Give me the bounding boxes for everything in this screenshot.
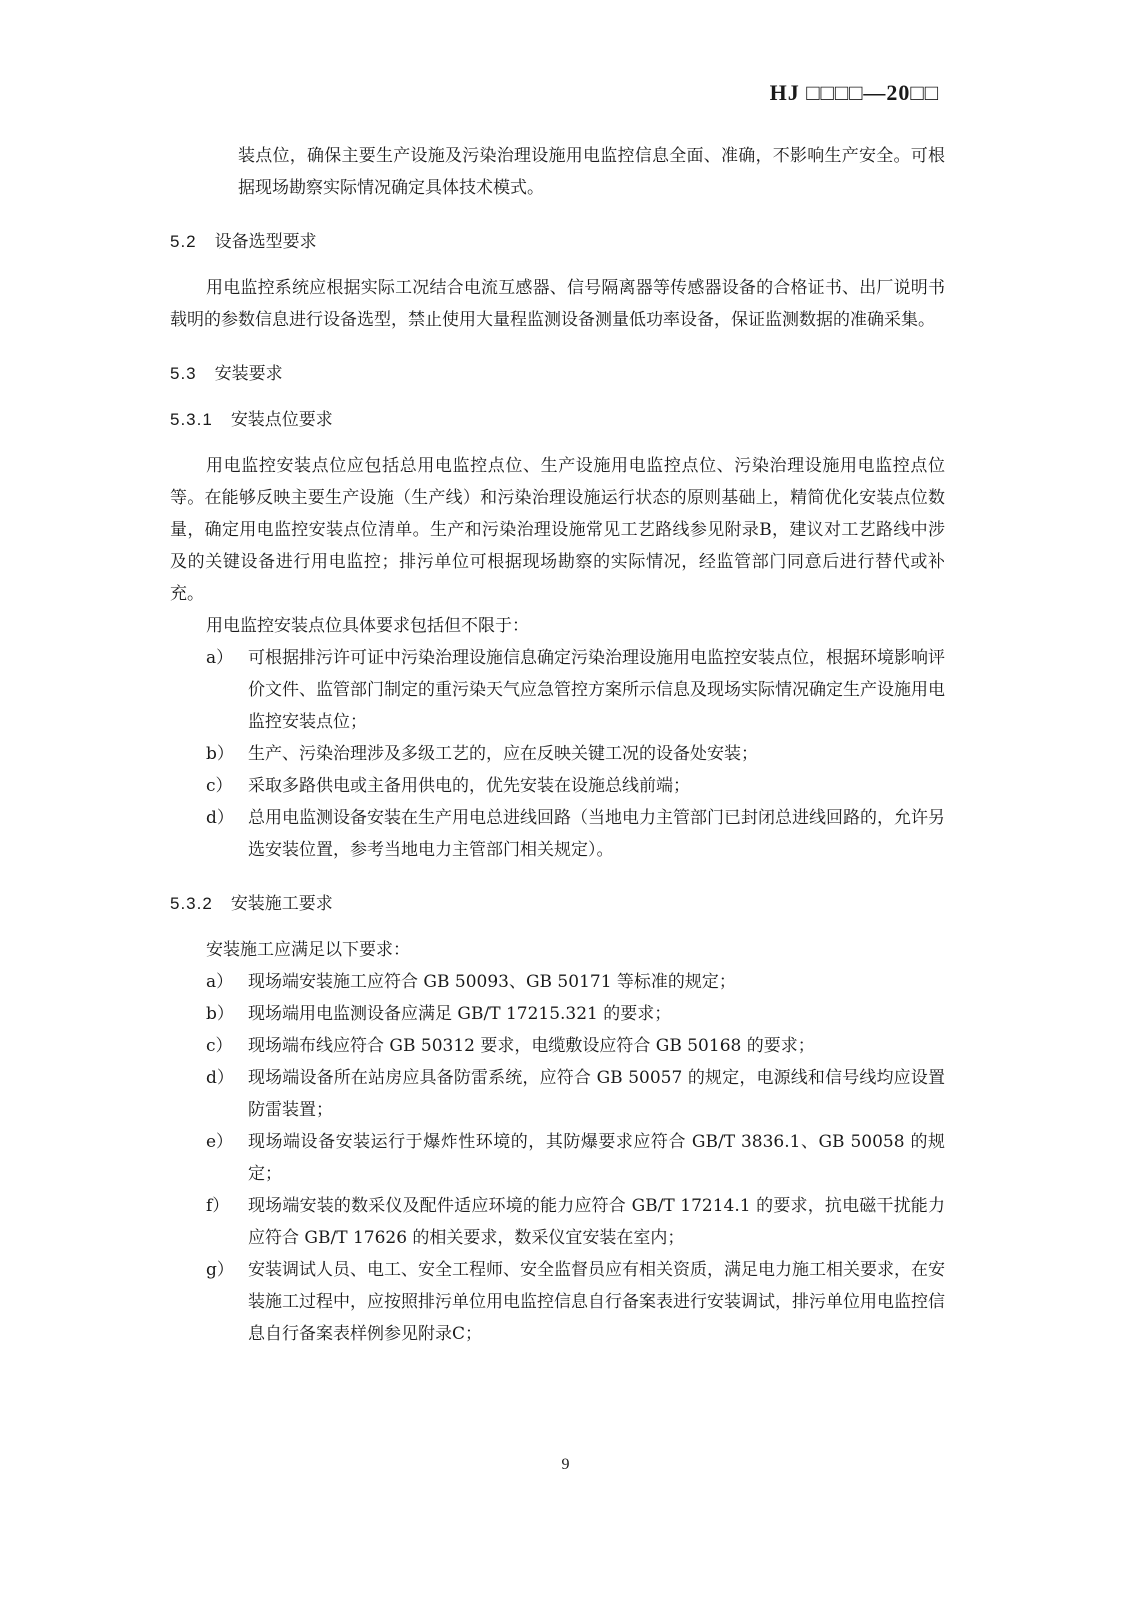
section-5-3-1-heading xyxy=(170,404,945,436)
section-number: 5.3.2 xyxy=(170,894,213,913)
list-item xyxy=(170,1062,945,1126)
list-item-text: 生产、污染治理涉及多级工艺的，应在反映关键工况的设备处安装； xyxy=(248,744,758,764)
list-item-text: 现场端用电监测设备应满足 GB/T 17215.321 的要求； xyxy=(248,1004,672,1024)
list-marker: c） xyxy=(206,776,233,796)
list-item xyxy=(170,1030,945,1062)
section-5-3-2-list-intro: 安装施工应满足以下要求： xyxy=(206,940,410,960)
list-item-text: 安装调试人员、电工、安全工程师、安全监督员应有相关资质，满足电力施工相关要求，在安装施工过程中，应按照排污单位用电监控信息自行备案表进行安装调试，排污单位用电监控信息自行备案表样例参见附录C； xyxy=(248,1260,945,1344)
section-title: 设备选型要求 xyxy=(214,232,317,251)
section-number: 5.3.1 xyxy=(170,410,213,429)
list-item-text: 总用电监测设备安装在生产用电总进线回路（当地电力主管部门已封闭总进线回路的，允许另选安装位置，参考当地电力主管部门相关规定）。 xyxy=(248,808,945,860)
list-marker: e） xyxy=(206,1132,234,1152)
document-code-header: HJ □□□□—20□□ xyxy=(769,80,939,105)
list-item-text: 现场端安装的数采仪及配件适应环境的能力应符合 GB/T 17214.1 的要求，抗电磁干扰能力应符合 GB/T 17626 的相关要求，数采仪宜安装在室内； xyxy=(248,1196,945,1248)
section-5-2-paragraph: 用电监控系统应根据实际工况结合电流互感器、信号隔离器等传感器设备的合格证书、出厂说明书载明的参数信息进行设备选型，禁止使用大量程监测设备测量低功率设备，保证监测数据的准确采集。 xyxy=(170,278,945,330)
page-number: 9 xyxy=(561,1456,570,1473)
section-5-2-heading xyxy=(170,226,945,258)
section-5-3-2-heading xyxy=(170,888,945,920)
list-item xyxy=(170,1254,945,1350)
list-item xyxy=(170,802,945,866)
list-item-text: 现场端设备所在站房应具备防雷系统，应符合 GB 50057 的规定，电源线和信号线均应设置防雷装置； xyxy=(248,1068,945,1120)
list-item xyxy=(170,738,945,770)
list-item-text: 现场端设备安装运行于爆炸性环境的，其防爆要求应符合 GB/T 3836.1、GB 50058 的规定； xyxy=(248,1132,945,1184)
section-title: 安装点位要求 xyxy=(230,410,333,429)
list-item xyxy=(170,642,945,738)
list-item xyxy=(170,770,945,802)
section-5-3-heading xyxy=(170,358,945,390)
list-item-text: 可根据排污许可证中污染治理设施信息确定污染治理设施用电监控安装点位，根据环境影响评价文件、监管部门制定的重污染天气应急管控方案所示信息及现场实际情况确定生产设施用电监控安装点位； xyxy=(248,648,945,732)
list-marker: a） xyxy=(206,648,234,668)
section-title: 安装要求 xyxy=(214,364,283,383)
list-marker: f） xyxy=(206,1196,230,1216)
list-marker: a） xyxy=(206,972,234,992)
list-marker: b） xyxy=(206,744,234,764)
section-number: 5.2 xyxy=(170,232,197,251)
list-item-text: 现场端安装施工应符合 GB 50093、GB 50171 等标准的规定； xyxy=(248,972,736,992)
intro-continuation: 装点位，确保主要生产设施及污染治理设施用电监控信息全面、准确，不影响生产安全。可根据现场勘察实际情况确定具体技术模式。 xyxy=(238,146,945,198)
list-item xyxy=(170,998,945,1030)
list-item-text: 现场端布线应符合 GB 50312 要求，电缆敷设应符合 GB 50168 的要求； xyxy=(248,1036,815,1056)
section-title: 安装施工要求 xyxy=(230,894,333,913)
section-number: 5.3 xyxy=(170,364,197,383)
list-item xyxy=(170,966,945,998)
section-5-3-1-list-intro: 用电监控安装点位具体要求包括但不限于： xyxy=(206,616,529,636)
list-marker: d） xyxy=(206,1068,234,1088)
list-marker: b） xyxy=(206,1004,234,1024)
installation-construction-list xyxy=(170,966,945,1350)
list-item xyxy=(170,1126,945,1190)
list-marker: g） xyxy=(206,1260,234,1280)
installation-point-list xyxy=(170,642,945,866)
list-item xyxy=(170,1190,945,1254)
page-content xyxy=(170,140,945,1350)
list-marker: d） xyxy=(206,808,234,828)
section-5-3-1-paragraph: 用电监控安装点位应包括总用电监控点位、生产设施用电监控点位、污染治理设施用电监控点位等。在能够反映主要生产设施（生产线）和污染治理设施运行状态的原则基础上，精简优化安装点位数量，确定用电监控安装点位清单。生产和污染治理设施常见工艺路线参见附录B，建议对工艺路线中涉及的关键设备进行用电监控；排污单位可根据现场勘察的实际情况，经监管部门同意后进行替代或补充。 xyxy=(170,456,945,604)
list-marker: c） xyxy=(206,1036,233,1056)
list-item-text: 采取多路供电或主备用供电的，优先安装在设施总线前端； xyxy=(248,776,690,796)
